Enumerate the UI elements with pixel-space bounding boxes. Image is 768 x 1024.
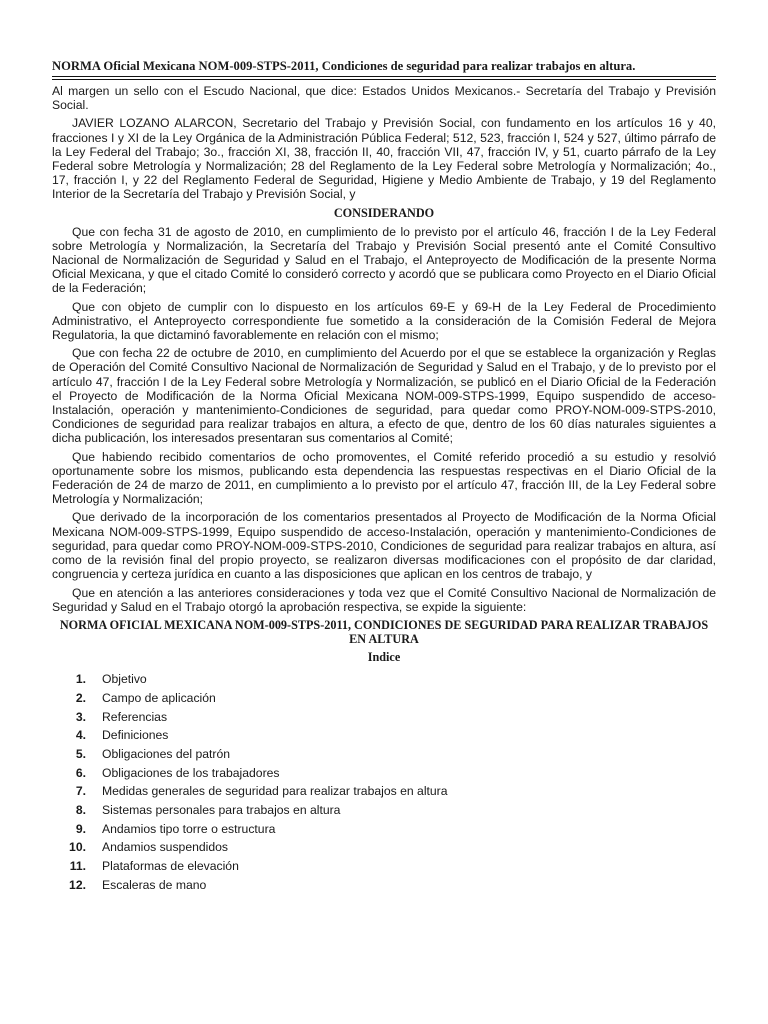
considerando-paragraph: Que derivado de la incorporación de los comentarios presentados al Proyecto de Modificación de la Norma Oficial Mexicana NOM-009-STPS-1999, Equipo suspendido de acceso-Instalación, operación y mantenimiento-Condiciones de seguridad, para quedar como PROY-NOM-009-STPS-2010, Condiciones de seguridad para realizar trabajos en altura, así como de la revisión final del propio proyecto, se realizaron diversas modificaciones con el propósito de dar claridad, congruencia y certeza jurídica en cuanto a las disposiciones que aplican en los centros de trabajo, y xyxy=(52,510,716,582)
index-label: Objetivo xyxy=(102,672,147,687)
index-label: Medidas generales de seguridad para realizar trabajos en altura xyxy=(102,784,448,799)
index-label: Obligaciones del patrón xyxy=(102,746,231,761)
index-item xyxy=(52,838,716,857)
index-number: 8. xyxy=(75,802,86,817)
index-item xyxy=(52,670,716,689)
index-item xyxy=(52,875,716,894)
index-label: Escaleras de mano xyxy=(102,877,207,892)
index-item xyxy=(52,857,716,876)
index-number: 11. xyxy=(69,859,86,874)
index-number: 12. xyxy=(69,877,86,892)
index-number: 3. xyxy=(75,709,86,724)
considerando-paragraph: Que habiendo recibido comentarios de ocho promoventes, el Comité referido procedió a su estudio y resolvió oportunamente sobre los mismos, publicando esta dependencia las respuestas respectivas en el Diario Oficial de la Federación de 24 de marzo de 2011, en cumplimiento a lo previsto por el artículo 47, fracción III, de la Ley Federal sobre Metrología y Normalización; xyxy=(52,449,716,507)
index-heading: Indice xyxy=(367,649,401,664)
index-item xyxy=(52,745,716,764)
document-page xyxy=(52,58,716,894)
index-number: 6. xyxy=(75,765,86,780)
index-label: Plataformas de elevación xyxy=(102,859,239,874)
index-label: Campo de aplicación xyxy=(102,690,216,705)
index-label: Andamios suspendidos xyxy=(102,840,229,855)
index-label: Obligaciones de los trabajadores xyxy=(102,765,280,780)
title-rule-bottom xyxy=(52,79,716,80)
index-label: Definiciones xyxy=(102,728,169,743)
considerando-paragraph: Que en atención a las anteriores consideraciones y toda vez que el Comité Consultivo Nacional de Normalización de Seguridad y Salud en el Trabajo otorgó la aprobación respectiva, se expide la siguiente: xyxy=(52,585,716,614)
index-item xyxy=(52,801,716,820)
index-number: 10. xyxy=(69,840,86,855)
index-item xyxy=(52,763,716,782)
margin-seal-paragraph: Al margen un sello con el Escudo Nacional, que dice: Estados Unidos Mexicanos.- Secretaría del Trabajo y Previsión Social. xyxy=(52,84,716,113)
index-item xyxy=(52,726,716,745)
index-item xyxy=(52,689,716,708)
considerando-paragraph: Que con objeto de cumplir con lo dispuesto en los artículos 69-E y 69-H de la Ley Federal de Procedimiento Administrativo, el Anteproyecto correspondiente fue sometido a la consideración de la Comisión Federal de Mejora Regulatoria, la que dictaminó favorablemente en relación con el mismo; xyxy=(52,299,716,343)
document-title: NORMA Oficial Mexicana NOM-009-STPS-2011, Condiciones de seguridad para realizar trabajos en altura. xyxy=(52,59,636,73)
considerando-heading: CONSIDERANDO xyxy=(333,205,435,220)
considerando-paragraph: Que con fecha 22 de octubre de 2010, en cumplimiento del Acuerdo por el que se establece la organización y Reglas de Operación del Comité Consultivo Nacional de Normalización de Seguridad y Salud en el Trabajo, y de lo previsto por el artículo 47, fracción I de la Ley Federal sobre Metrología y Normalización, se publicó en el Diario Oficial de la Federación el Proyecto de Modificación de la Norma Oficial Mexicana NOM-009-STPS-1999, Equipo suspendido de acceso-Instalación, operación y mantenimiento-Condiciones de seguridad, para quedar como PROY-NOM-009-STPS-2010, Condiciones de seguridad para realizar trabajos en altura, a efecto de que, dentro de los 60 días naturales siguientes a dicha publicación, los interesados presentaran sus comentarios al Comité; xyxy=(52,346,716,446)
index-item xyxy=(52,819,716,838)
index-label: Andamios tipo torre o estructura xyxy=(102,821,276,836)
secretary-paragraph: JAVIER LOZANO ALARCON, Secretario del Trabajo y Previsión Social, con fundamento en los artículos 16 y 40, fracciones I y XI de la Ley Orgánica de la Administración Pública Federal; 512, 523, fracción I, 524 y 527, último párrafo de la Ley Federal del Trabajo; 3o., fracción XI, 38, fracción II, 40, fracción VII, 47, fracción IV, y 51, cuarto párrafo de la Ley Federal sobre Metrología y Normalización; 28 del Reglamento de la Ley Federal sobre Metrología y Normalización; 4o., 17, fracción I, y 22 del Reglamento Federal de Seguridad, Higiene y Medio Ambiente de Trabajo, y 19 del Reglamento Interior de la Secretaría del Trabajo y Previsión Social, y xyxy=(52,116,716,202)
index-number: 1. xyxy=(75,672,86,687)
index-item xyxy=(52,782,716,801)
index-number: 2. xyxy=(75,690,86,705)
index-number: 7. xyxy=(75,784,86,799)
index-list xyxy=(52,670,716,894)
norma-heading: NORMA OFICIAL MEXICANA NOM-009-STPS-2011, CONDICIONES DE SEGURIDAD PARA REALIZAR TRABAJOS EN ALTURA xyxy=(59,617,709,646)
index-number: 4. xyxy=(75,728,86,743)
index-number: 5. xyxy=(75,746,86,761)
index-label: Referencias xyxy=(102,709,168,724)
index-item xyxy=(52,707,716,726)
index-number: 9. xyxy=(75,821,86,836)
considerando-paragraph: Que con fecha 31 de agosto de 2010, en cumplimiento de lo previsto por el artículo 46, fracción I de la Ley Federal sobre Metrología y Normalización, la Secretaría del Trabajo y Previsión Social presentó ante el Comité Consultivo Nacional de Normalización de Seguridad y Salud en el Trabajo, el Anteproyecto de Modificación de la presente Norma Oficial Mexicana, y que el citado Comité lo consideró correcto y acordó que se publicara como Proyecto en el Diario Oficial de la Federación; xyxy=(52,224,716,296)
index-label: Sistemas personales para trabajos en altura xyxy=(102,802,341,817)
title-rule-top xyxy=(52,76,716,77)
